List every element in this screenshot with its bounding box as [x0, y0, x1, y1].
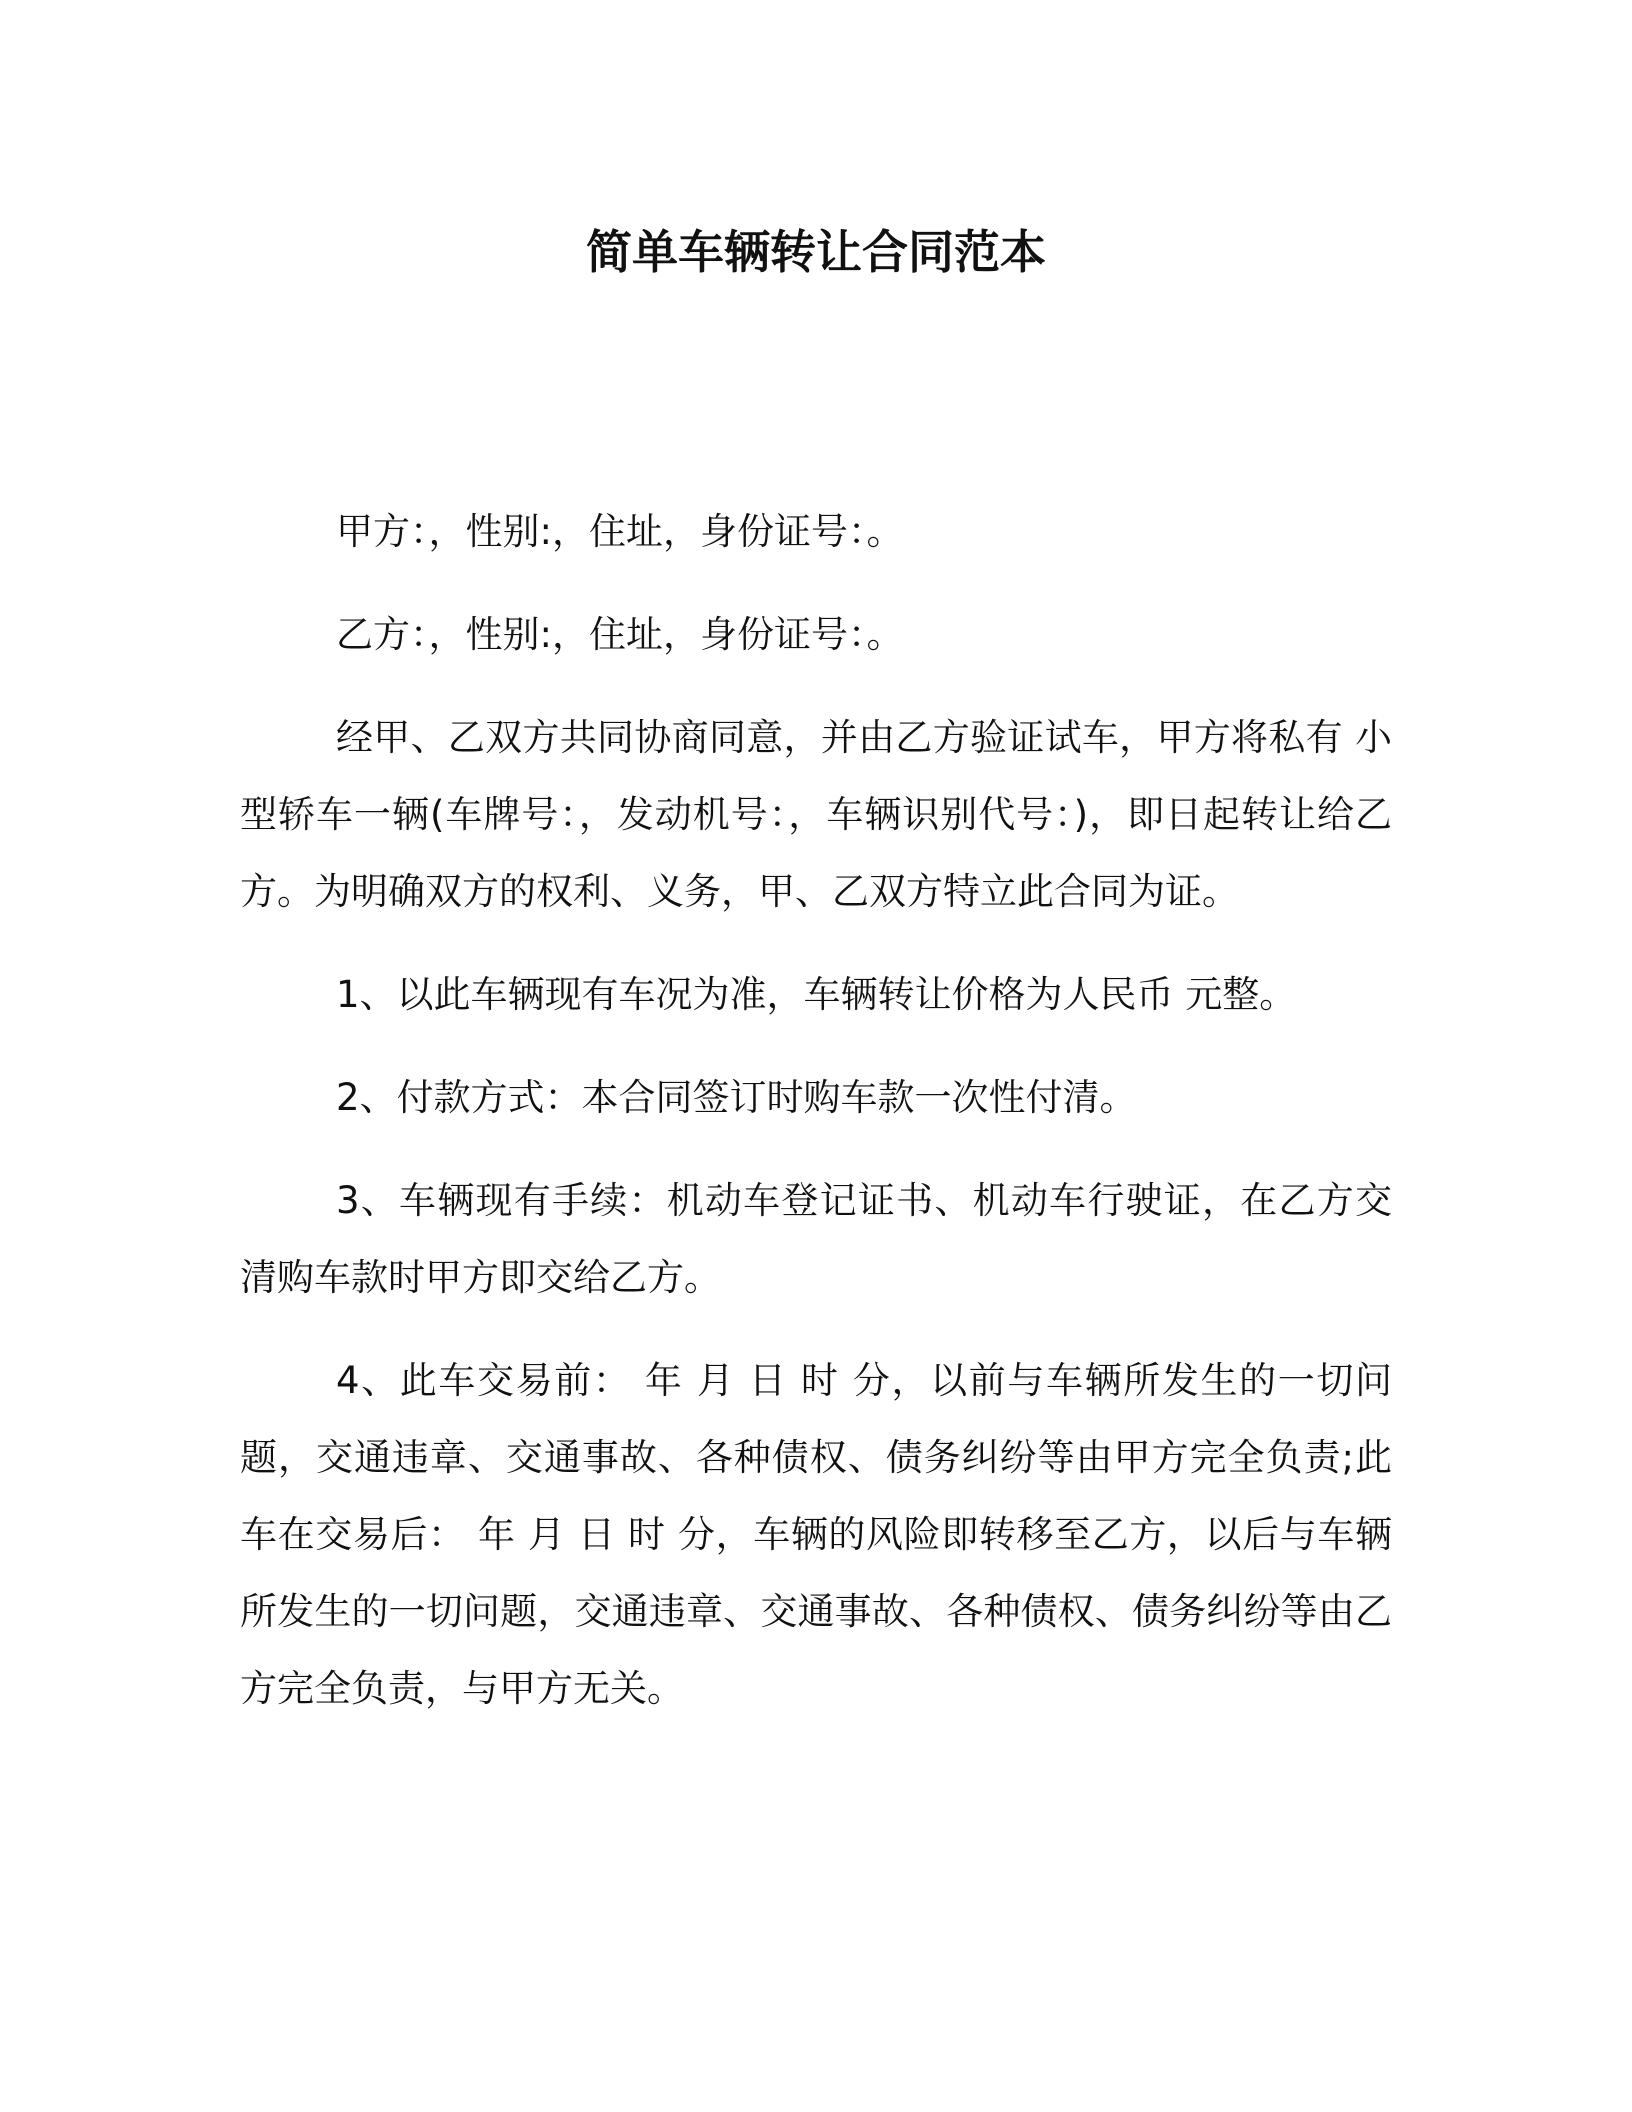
party-b-paragraph: 乙方：，性别:，住址，身份证号：。	[336, 613, 904, 656]
clause-1-price: 1、以此车辆现有车况为准，车辆转让价格为人民币 元整。	[336, 973, 1297, 1016]
agreement-intro-paragraph: 经甲、乙双方共同协商同意，并由乙方验证试车，甲方将私有 小型轿车一辆(车牌号：，发动机号：，车辆识别代号：)，即日起转让给乙方。为明确双方的权利、义务，甲、乙双方特立此合同为证。	[240, 716, 1392, 913]
clause-3-documents: 3、车辆现有手续：机动车登记证书、机动车行驶证，在乙方交清购车款时甲方即交给乙方。	[240, 1179, 1392, 1299]
clause-4-liability: 4、此车交易前： 年 月 日 时 分，以前与车辆所发生的一切问题，交通违章、交通事故、各种债权、债务纠纷等由甲方完全负责;此车在交易后： 年 月 日 时 分，车辆的风险即转移至乙方，以后与车辆所发生的一切问题，交通违章、交通事故、各种债权、债务纠纷等由乙方完全负责，与甲方无关。	[240, 1359, 1392, 1710]
document-title: 简单车辆转让合同范本	[586, 225, 1046, 279]
clause-2-payment: 2、付款方式：本合同签订时购车款一次性付清。	[336, 1076, 1137, 1119]
party-a-paragraph: 甲方：，性别:，住址，身份证号：。	[336, 510, 904, 553]
document-body	[240, 493, 1392, 1753]
